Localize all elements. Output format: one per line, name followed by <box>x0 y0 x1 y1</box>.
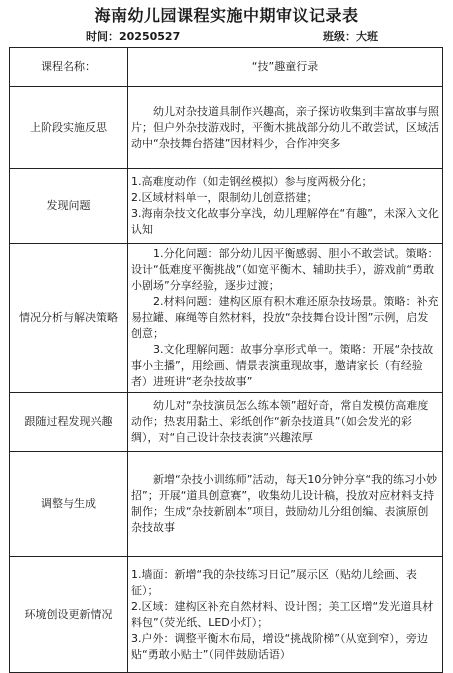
strategy-item: 3.文化理解问题：故事分享形式单一。策略：开展“杂技故事小主播”，用绘画、情景表演重现故事，邀请家长（有经验者）进班讲“老杂技故事” <box>131 343 434 388</box>
row-label-environment: 环境创设更新情况 <box>10 557 128 673</box>
problem-item: 1.高难度动作（如走钢丝模拟）参与度两极分化； <box>131 175 373 188</box>
environment-item: 3.户外：调整平衡木布局，增设“挑战阶梯”（从宽到窄），旁边贴“勇敢小贴士”（同伴鼓励话语） <box>131 631 428 661</box>
table-row <box>10 87 443 169</box>
adjustment-cell <box>128 452 443 557</box>
page-title: 海南幼儿园课程实施中期审议记录表 <box>94 6 359 25</box>
row-label-adjustment: 调整与生成 <box>10 452 128 557</box>
environment-item: 1.墙面：新增“我的杂技练习日记”展示区（贴幼儿绘画、表征）； <box>131 567 417 597</box>
course-name-text: “技”趣童行录 <box>251 60 319 73</box>
row-label-analysis: 情况分析与解决策略 <box>10 244 128 393</box>
course-name-value <box>128 48 443 87</box>
adjustment-text: 新增“杂技小训练师”活动，每天10分钟分享“我的练习小妙招”；开展“道具创意赛”，收集幼儿设计稿，投放对应材料支持制作；生成“杂技新剧本”项目，鼓励幼儿分组创编、表演原创杂技故事 <box>131 473 438 534</box>
problems-cell <box>128 169 443 244</box>
environment-cell <box>128 557 443 673</box>
row-label-course-name: 课程名称： <box>10 48 128 87</box>
strategy-item: 2.材料问题：建构区原有积木难还原杂技场景。策略：补充易拉罐、麻绳等自然材料，投放“杂技舞台设计图”示例，启发创意； <box>131 295 439 340</box>
interest-cell <box>128 393 443 452</box>
problem-item: 3.海南杂技文化故事分享浅，幼儿理解停在“有趣”，未深入文化认知 <box>131 207 439 236</box>
table-row <box>10 393 443 452</box>
table-row <box>10 169 443 244</box>
strategy-item: 1.分化问题：部分幼儿因平衡感弱、胆小不敢尝试。策略：设计“低难度平衡挑战”（如宽平衡木、辅助扶手），游戏前“勇敢小剧场”分享经验，逐步过渡； <box>131 247 439 292</box>
class-name: 班级：大班 <box>323 30 378 43</box>
row-label-interest: 跟随过程发现兴趣 <box>10 393 128 452</box>
record-date: 时间：20250527 <box>86 30 181 43</box>
analysis-cell <box>128 244 443 393</box>
record-table <box>9 47 443 673</box>
reflection-cell <box>128 87 443 169</box>
problem-item: 2.区域材料单一，限制幼儿创意搭建； <box>131 191 318 204</box>
table-row <box>10 244 443 393</box>
environment-item: 2.区域：建构区补充自然材料、设计图；美工区增“发光道具材料包”（荧光纸、LED小灯）； <box>131 599 434 629</box>
row-label-problems: 发现问题 <box>10 169 128 244</box>
table-row <box>10 452 443 557</box>
table-row <box>10 48 443 87</box>
interest-text: 幼儿对“杂技演员怎么练本领”超好奇，常自发模仿高难度动作；热衷用黏土、彩纸创作“新杂技道具”（如会发光的彩绸），对“自己设计杂技表演”兴趣浓厚 <box>131 399 429 444</box>
row-label-reflection: 上阶段实施反思 <box>10 87 128 169</box>
reflection-text: 幼儿对杂技道具制作兴趣高，亲子探访收集到丰富故事与照片；但户外杂技游戏时，平衡木挑战部分幼儿不敢尝试，区域活动中“杂技舞台搭建”因材料少，合作冲突多 <box>131 104 439 150</box>
table-row <box>10 557 443 673</box>
